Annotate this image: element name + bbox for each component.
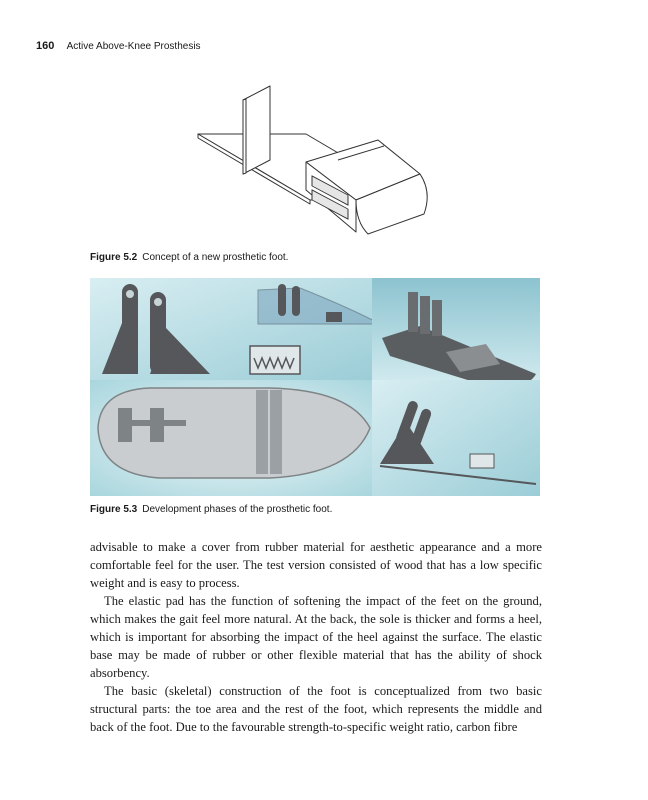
figure-caption-text: Concept of a new prosthetic foot.: [142, 252, 289, 263]
body-text: [90, 538, 542, 736]
sole-top-view: [98, 388, 370, 478]
running-title: Active Above-Knee Prosthesis: [66, 41, 201, 52]
paragraph: The elastic pad has the function of softening the impact of the feet on the ground, which makes the gait feel more natural. At the back, the sole is thicker and forms a heel, which is important for absorbing the impact of the heel against the surface. The elastic base may be made of rubber or other flexible material that has the ability of shock absorbency.: [90, 594, 542, 680]
spring-module: [250, 346, 300, 374]
running-header: [36, 40, 201, 52]
back-panel: [243, 86, 270, 174]
figure-caption-text: Development phases of the prosthetic foot.: [142, 504, 333, 515]
figure-label: Figure 5.2: [90, 252, 138, 263]
figure-label: Figure 5.3: [90, 504, 138, 515]
paragraph: The basic (skeletal) construction of the foot is conceptualized from two basic structural parts: the toe area and the rest of the foot, which represents the middle and back of the foot. Due to the favourable strength-to-specific weight ratio, carbon fibre: [90, 684, 542, 734]
figure-5-2-drawing: [188, 82, 438, 252]
paragraph: advisable to make a cover from rubber material for aesthetic appearance and a more comfortable feel for the user. The test version consisted of wood that has a low specific weight and is easy to process.: [90, 540, 542, 590]
back-panel-side: [243, 99, 246, 174]
figure-5-3-caption: [90, 504, 332, 515]
figure-5-2-caption: [90, 252, 288, 263]
page-number: 160: [36, 40, 55, 52]
figure-5-3-composite: [90, 278, 540, 496]
